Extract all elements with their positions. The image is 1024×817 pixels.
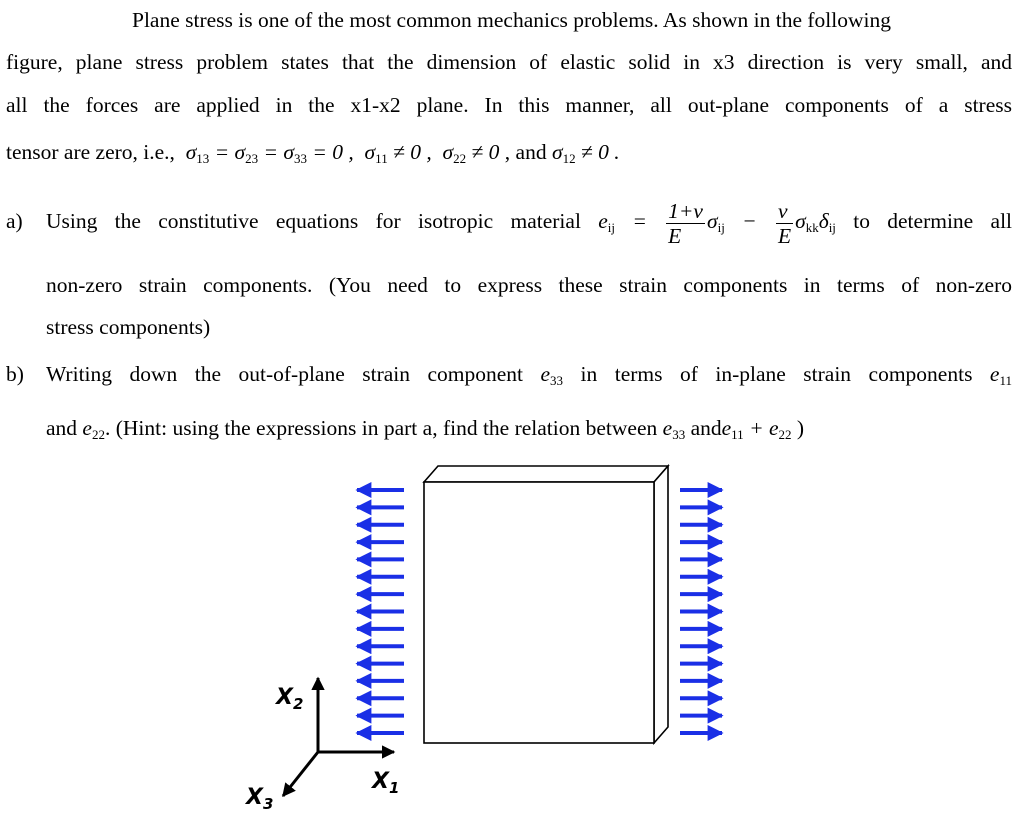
axis-label-x3: $X_3$ (246, 785, 274, 813)
elastic-plate (424, 466, 668, 743)
intro-line-4: tensor are zero, i.e., $\sigma_{13} = \sigma_{23} = \sigma_{33} = 0$ , $\sigma_{11} \ne 0$ , $\sigma_{22} \ne 0$ , and $\sigma_{12} \ne 0$ . (6, 140, 620, 166)
left-traction-arrows (357, 490, 404, 733)
axis-label-x2: $X_2$ (276, 685, 304, 713)
stress-conditions: $\sigma_{13} = \sigma_{23} = \sigma_{33} = 0$ , $\sigma_{11} \ne 0$ , $\sigma_{22} \ne 0$ (180, 140, 500, 166)
intro-line-2: figure, plane stress problem states that the dimension of elastic solid in x3 direction is very small, and (6, 50, 1012, 74)
right-traction-arrows (680, 490, 722, 733)
x3-axis-line (283, 752, 318, 796)
intro-line-1: Plane stress is one of the most common mechanics problems. As shown in the following (132, 8, 891, 32)
part-b-line-1: Writing down the out-of-plane strain component $e_{33}$ in terms of in-plane strain components $e_{11}$ (46, 362, 1012, 388)
part-a-line-1: Using the constitutive equations for isotropic material $e_{ij}$ = $\frac{1+\nu}{E}$ $\sigma_{ij}$ − $\frac{\nu}{E}$ $\sigma_{kk}\delta_{ij}$ to determine all (46, 198, 1013, 248)
part-a-marker: a) (6, 209, 23, 233)
part-a-line-3: stress components) (46, 315, 211, 339)
part-b-marker: b) (6, 362, 24, 386)
constitutive-equation: $e_{ij}$ = $\frac{1+\nu}{E}$ $\sigma_{ij}$ − $\frac{\nu}{E}$ $\sigma_{kk}\delta_{ij}$ (598, 198, 836, 248)
part-b-line-2: and $e_{22}$. (Hint: using the expressions in part a, find the relation between $e_{33}$ ande$_{11}$ + $e_{22}$ ) (46, 416, 805, 442)
part-a-line-2: non-zero strain components. (You need to express these strain components in terms of non-zero (46, 273, 1012, 297)
intro-line-3: all the forces are applied in the x1-x2 plane. In this manner, all out-plane components of a stress (6, 93, 1012, 117)
axis-label-x1: $X_1$ (372, 769, 400, 797)
